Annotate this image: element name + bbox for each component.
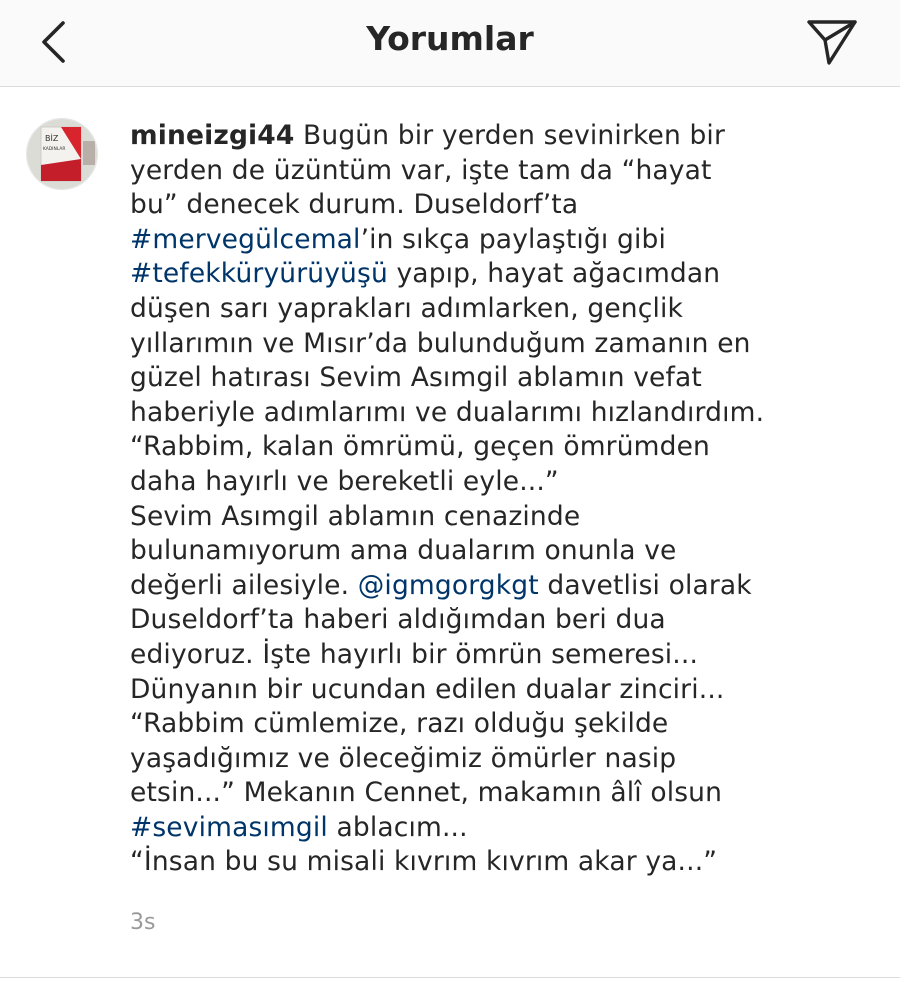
comment-line: “Rabbim cümlemize, razı olduğu şekilde [130,708,669,740]
comment-line: Dünyanın bir ucundan edilen dualar zinciri... [130,673,725,705]
paper-plane-icon [806,18,858,66]
hashtag-link[interactable]: #tefekküryürüyüşü [130,258,388,290]
comment-text-segment: ’in sıkça paylaştığı gibi [360,223,666,255]
comment-line [130,811,890,846]
book-cover-avatar-image [27,119,97,189]
comment-line: “İnsan bu su misali kıvrım kıvrım akar ya...” [130,846,718,878]
hashtag-link[interactable]: #mervegülcemal [130,223,361,255]
comment-text-segment: davetlisi olarak [538,569,752,601]
comment-text-segment: ablacım... [327,811,468,843]
comment-line: “Rabbim, kalan ömrümü, geçen ömrümden [130,431,710,463]
comment-line: ediyoruz. İşte hayırlı bir ömrün semeresi... [130,638,699,670]
share-button[interactable] [800,10,864,74]
svg-text:BİZ: BİZ [45,134,59,143]
comment-line [130,569,890,604]
svg-text:KADINLAR: KADINLAR [43,147,66,152]
comment-line: haberiyle adımlarımı ve dualarımı hızlandırdım. [130,396,765,428]
comment-line: daha hayırlı ve bereketli eyle...” [130,465,559,497]
comment-line: Duseldorf’ta haberi aldığımdan beri dua [130,604,666,636]
header-bar [0,0,900,87]
comment-line: düşen sarı yaprakları adımlarken, gençlik [130,292,683,324]
comment-line [130,223,890,258]
comment-line: yıllarımın ve Mısır’da bulunduğum zamanın en [130,327,751,359]
comment-line [130,257,890,292]
comment-line: güzel hatırası Sevim Asımgil ablamın vefat [130,362,702,394]
comment-text-segment: yapıp, hayat ağacımdan [387,258,721,290]
comment-line: yerden de üzüntüm var, işte tam da “hayat [130,154,712,186]
comment-line: Sevim Asımgil ablamın cenazinde [130,500,581,532]
comment-line: yaşadığımız ve öleceğimiz ömürler nasip [130,742,677,774]
comment-line: bu” denecek durum. Duseldorf’ta [130,189,579,221]
mention-link[interactable]: @igmgorgkgt [357,569,539,601]
comment-text [130,119,890,880]
avatar[interactable] [26,118,98,190]
divider [0,977,900,978]
comment-line: etsin...” Mekanın Cennet, makamın âlî olsun [130,777,723,809]
comment-text-segment: Bugün bir yerden sevinirken bir [294,120,725,151]
comment-line [130,119,890,154]
comment-line: bulunamıyorum ama dualarım onunla ve [130,535,677,567]
username-link[interactable]: mineizgi44 [130,120,295,151]
hashtag-link[interactable]: #sevimasımgil [130,811,328,843]
page-title: Yorumlar [366,19,534,58]
comment-timestamp: 3s [130,910,156,935]
comment-text-segment: değerli ailesiyle. [130,569,358,601]
